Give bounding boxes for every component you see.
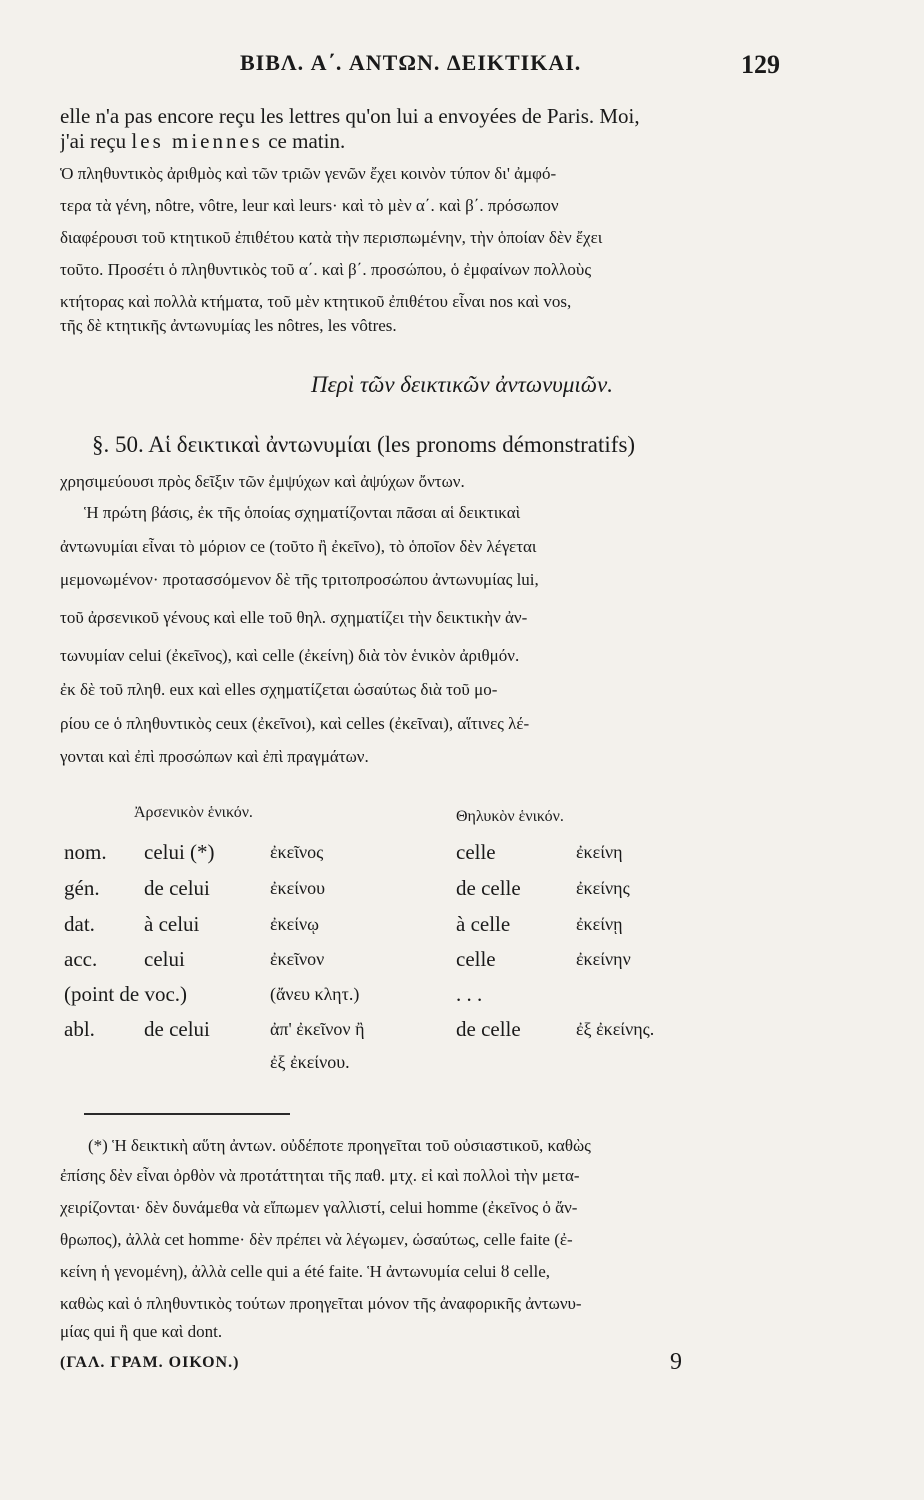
case-label: gén. [64, 876, 100, 900]
paragraph-line: τωνυμίαν celui (ἐκεῖνος), καὶ celle (ἐκείνη) διὰ τὸν ἑνικὸν ἀριθμόν. [60, 646, 520, 665]
french-masculine: de celui [144, 1017, 210, 1041]
case-label: dat. [64, 912, 95, 936]
paragraph-line: τοῦ ἀρσενικοῦ γένους καὶ elle τοῦ θηλ. σχηματίζει τὴν δεικτικὴν ἀν- [60, 608, 528, 627]
french-masculine: de celui [144, 876, 210, 900]
french-feminine: celle [456, 840, 496, 864]
footnote-line: μίας qui ἢ que καὶ dont. [60, 1322, 223, 1341]
page-number: 129 [741, 50, 780, 79]
greek-masculine: ἀπ' ἐκεῖνον ἢ [270, 1019, 365, 1039]
greek-feminine: ἐκείνην [576, 949, 631, 969]
footnote-line: καθὼς καὶ ὁ πληθυντικὸς τούτων προηγεῖται μόνον τῆς ἀναφορικῆς ἀντωνυ- [60, 1294, 582, 1313]
signature-number: 9 [670, 1349, 682, 1375]
footnote-rule [84, 1113, 290, 1115]
footnote-line: (*) Ἡ δεικτικὴ αὕτη ἀντων. οὐδέποτε προηγεῖται τοῦ οὐσιαστικοῦ, καθὼς [88, 1136, 591, 1155]
spaced-emphasis: les miennes [131, 129, 263, 153]
case-label: nom. [64, 840, 107, 864]
paragraph-line: τοῦτο. Προσέτι ὁ πληθυντικὸς τοῦ α΄. καὶ β΄. προσώπου, ὁ ἐμφαίνων πολλοὺς [60, 260, 592, 279]
french-masculine: à celui [144, 912, 200, 936]
footnote-line: θρωπος), ἀλλὰ cet homme· δὲν πρέπει νὰ λέγωμεν, ὡσαύτως, celle faite (ἐ- [60, 1230, 573, 1249]
paragraph-line: διαφέρουσι τοῦ κτητικοῦ ἐπιθέτου κατὰ τὴν περισπωμένην, τὴν ὁποίαν δὲν ἔχει [60, 228, 603, 247]
french-feminine: de celle [456, 876, 521, 900]
french-feminine: . . . [456, 982, 483, 1006]
french-masculine: celui (*) [144, 840, 215, 864]
table-header-masculine: Ἀρσενικὸν ἑνικόν. [134, 804, 253, 821]
intro-line: elle n'a pas encore reçu les lettres qu'on lui a envoyées de Paris. Moi, [60, 104, 640, 128]
paragraph-line: κτήτορας καὶ πολλὰ κτήματα, τοῦ μὲν κτητικοῦ ἐπιθέτου εἶναι nos καὶ vos, [60, 292, 572, 311]
footnote-line: κείνη ἡ γενομένη), ἀλλὰ celle qui a été faite. Ἡ ἀντωνυμία celui ȣ celle, [60, 1262, 550, 1281]
paragraph-line: τῆς δὲ κτητικῆς ἀντωνυμίας les nôtres, les vôtres. [60, 316, 397, 335]
greek-feminine: ἐκείνῃ [576, 914, 623, 934]
greek-masculine-alt: ἐξ ἐκείνου. [270, 1052, 350, 1072]
footnote-line: χειρίζονται· δὲν δυνάμεθα νὰ εἴπωμεν γαλλιστί, celui homme (ἐκεῖνος ὁ ἄν- [60, 1198, 578, 1217]
french-feminine: à celle [456, 912, 511, 936]
footnote-line: ἐπίσης δὲν εἶναι ὀρθὸν νὰ προτάττηται τῆς παθ. μτχ. εἰ καὶ πολλοὶ τὴν μετα- [60, 1166, 580, 1185]
case-label: acc. [64, 947, 98, 971]
french-masculine: celui [144, 947, 185, 971]
greek-masculine: (ἄνευ κλητ.) [270, 984, 360, 1004]
french-feminine: de celle [456, 1017, 521, 1041]
greek-masculine: ἐκείνου [270, 878, 326, 898]
section-heading: Περὶ τῶν δεικτικῶν ἀντωνυμιῶν. [311, 372, 613, 397]
greek-feminine: ἐκείνη [576, 842, 623, 862]
greek-masculine: ἐκεῖνος [270, 842, 324, 862]
paragraph-line: γονται καὶ ἐπὶ προσώπων καὶ ἐπὶ πραγμάτων. [60, 747, 369, 766]
paragraph-line: χρησιμεύουσι πρὸς δεῖξιν τῶν ἐμψύχων καὶ ἀψύχων ὄντων. [60, 472, 465, 491]
greek-masculine: ἐκεῖνον [270, 949, 325, 969]
printer-signature: (ΓΑΛ. ΓΡΑΜ. ΟΙΚΟΝ.) [60, 1354, 240, 1371]
case-label: abl. [64, 1017, 95, 1041]
paragraph-line: ἐκ δὲ τοῦ πληθ. eux καὶ elles σχηματίζεται ὡσαύτως διὰ τοῦ μο- [60, 680, 498, 699]
paragraph-line: ρίου ce ὁ πληθυντικὸς ceux (ἐκεῖνοι), καὶ celles (ἐκεῖναι), αἵτινες λέ- [60, 714, 530, 733]
paragraph-line: ἀντωνυμίαι εἶναι τὸ μόριον ce (τοῦτο ἢ ἐκεῖνο), τὸ ὁποῖον δὲν λέγεται [60, 537, 537, 556]
table-header-feminine: Θηλυκὸν ἑνικόν. [456, 808, 564, 825]
paragraph-line: τερα τὰ γένη, nôtre, vôtre, leur καὶ leurs· καὶ τὸ μὲν α΄. καὶ β΄. πρόσωπον [60, 196, 559, 215]
case-label: (point de voc.) [64, 982, 188, 1006]
greek-feminine: ἐκείνης [576, 878, 630, 898]
greek-feminine: ἐξ ἐκείνης. [576, 1019, 655, 1039]
header-title: BIBΛ. A΄. ANTΩN. ΔEIKTIKAI. [240, 50, 582, 75]
paragraph-line: μεμονωμένον· προτασσόμενον δὲ τῆς τριτοπροσώπου ἀντωνυμίας lui, [60, 570, 539, 589]
running-header [240, 50, 780, 84]
paragraph-line: Ὁ πληθυντικὸς ἀριθμὸς καὶ τῶν τριῶν γενῶν ἔχει κοινὸν τύπον δι' ἀμφό- [60, 164, 557, 183]
intro-line: j'ai reçu les miennes ce matin. [60, 129, 346, 153]
french-feminine: celle [456, 947, 496, 971]
greek-masculine: ἐκείνῳ [270, 914, 320, 934]
paragraph-line: Ἡ πρώτη βάσις, ἐκ τῆς ὁποίας σχηματίζονται πᾶσαι αἱ δεικτικαὶ [84, 503, 521, 522]
section-first-line: §. 50. Αἱ δεικτικαὶ ἀντωνυμίαι (les pronoms démonstratifs) [92, 432, 636, 457]
